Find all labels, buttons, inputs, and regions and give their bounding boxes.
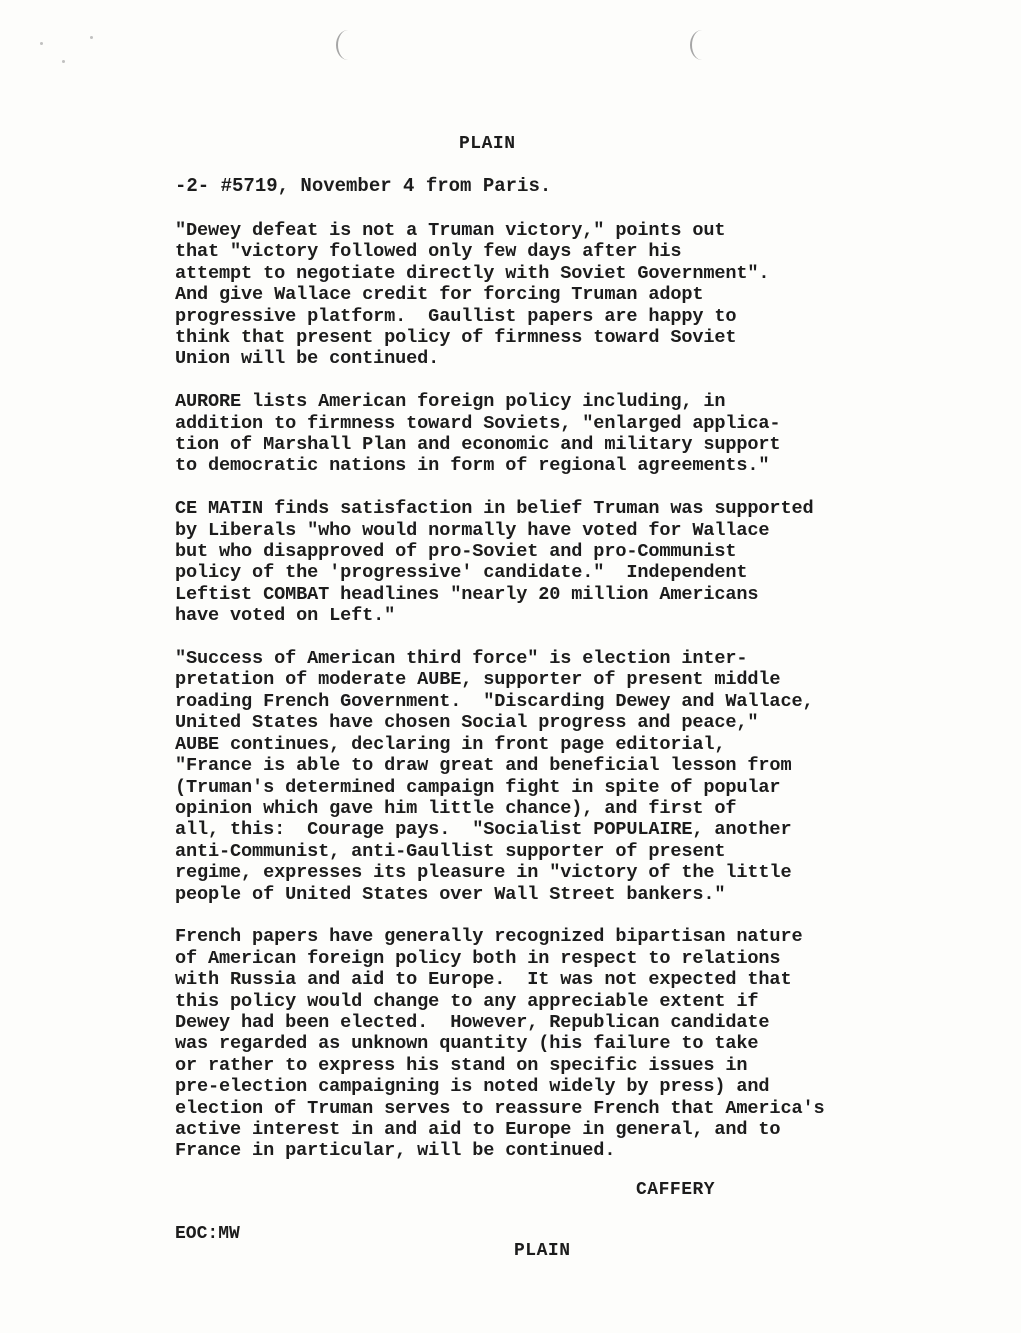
text-line: active interest in and aid to Europe in general, and to: [175, 1119, 781, 1140]
text-line: United States have chosen Social progress and peace,": [175, 712, 759, 734]
text-line: AURORE lists American foreign policy including, in: [175, 391, 726, 413]
scan-speck: [40, 42, 43, 45]
text-line: have voted on Left.": [175, 605, 396, 627]
text-line: Dewey had been elected. However, Republican candidate: [175, 1011, 770, 1033]
text-line: "Success of American third force" is election inter-: [175, 648, 748, 670]
paragraph: [175, 498, 935, 626]
signature: CAFFERY: [636, 1180, 716, 1200]
text-line: AUBE continues, declaring in front page editorial,: [175, 733, 726, 755]
text-line: was regarded as unknown quantity (his failure to take: [175, 1033, 759, 1055]
text-line: to democratic nations in form of regional agreements.": [175, 455, 770, 477]
scan-speck: [62, 60, 65, 63]
text-line: roading French Government. "Discarding Dewey and Wallace,: [175, 690, 814, 712]
text-line: Union will be continued.: [175, 348, 440, 370]
binder-hole-mark: [690, 30, 714, 60]
text-line: with Russia and aid to Europe. It was not expected that: [175, 969, 792, 991]
classification-footer: PLAIN: [514, 1241, 571, 1261]
text-line: CE MATIN finds satisfaction in belief Truman was supported: [175, 498, 814, 520]
text-line: policy of the 'progressive' candidate." Independent: [175, 562, 748, 584]
binder-hole-mark: [336, 30, 360, 60]
telegram-body: [175, 220, 935, 1183]
text-line: that "victory followed only few days after his: [175, 241, 682, 263]
text-line: France in particular, will be continued.: [175, 1140, 616, 1162]
text-line: opinion which gave him little chance), and first of: [175, 797, 737, 819]
text-line: of American foreign policy both in respect to relations: [175, 947, 781, 969]
text-line: Leftist COMBAT headlines "nearly 20 million Americans: [175, 583, 759, 605]
scan-speck: [90, 36, 93, 39]
text-line: election of Truman serves to reassure French that America's: [175, 1097, 825, 1119]
text-line: "Dewey defeat is not a Truman victory," points out: [175, 220, 726, 241]
text-line: addition to firmness toward Soviets, "enlarged applica-: [175, 412, 781, 434]
text-line: or rather to express his stand on specific issues in: [175, 1054, 748, 1076]
text-line: French papers have generally recognized bipartisan nature: [175, 926, 803, 948]
paragraph: [175, 648, 935, 905]
text-line: this policy would change to any appreciable extent if: [175, 990, 759, 1012]
classification-header: PLAIN: [459, 134, 516, 154]
text-line: by Liberals "who would normally have voted for Wallace: [175, 519, 770, 541]
text-line: people of United States over Wall Street bankers.": [175, 883, 726, 905]
text-line: pretation of moderate AUBE, supporter of present middle: [175, 669, 781, 691]
drafter-initials: EOC:MW: [175, 1224, 240, 1244]
text-line: progressive platform. Gaullist papers are happy to: [175, 305, 737, 327]
paragraph: [175, 220, 935, 370]
text-line: tion of Marshall Plan and economic and military support: [175, 434, 781, 456]
text-line: (Truman's determined campaign fight in spite of popular: [175, 776, 781, 798]
telegram-reference: -2- #5719, November 4 from Paris.: [175, 175, 552, 197]
paragraph: [175, 391, 935, 477]
paragraph: [175, 926, 935, 1161]
text-line: regime, expresses its pleasure in "victory of the little: [175, 862, 792, 884]
text-line: anti-Communist, anti-Gaullist supporter of present: [175, 840, 726, 862]
text-line: but who disapproved of pro-Soviet and pro-Communist: [175, 541, 737, 563]
text-line: And give Wallace credit for forcing Truman adopt: [175, 284, 704, 306]
text-line: "France is able to draw great and beneficial lesson from: [175, 755, 792, 777]
text-line: pre-election campaigning is noted widely by press) and: [175, 1076, 770, 1098]
text-line: think that present policy of firmness toward Soviet: [175, 327, 737, 349]
text-line: attempt to negotiate directly with Soviet Government".: [175, 262, 770, 284]
text-line: all, this: Courage pays. "Socialist POPULAIRE, another: [175, 819, 792, 841]
